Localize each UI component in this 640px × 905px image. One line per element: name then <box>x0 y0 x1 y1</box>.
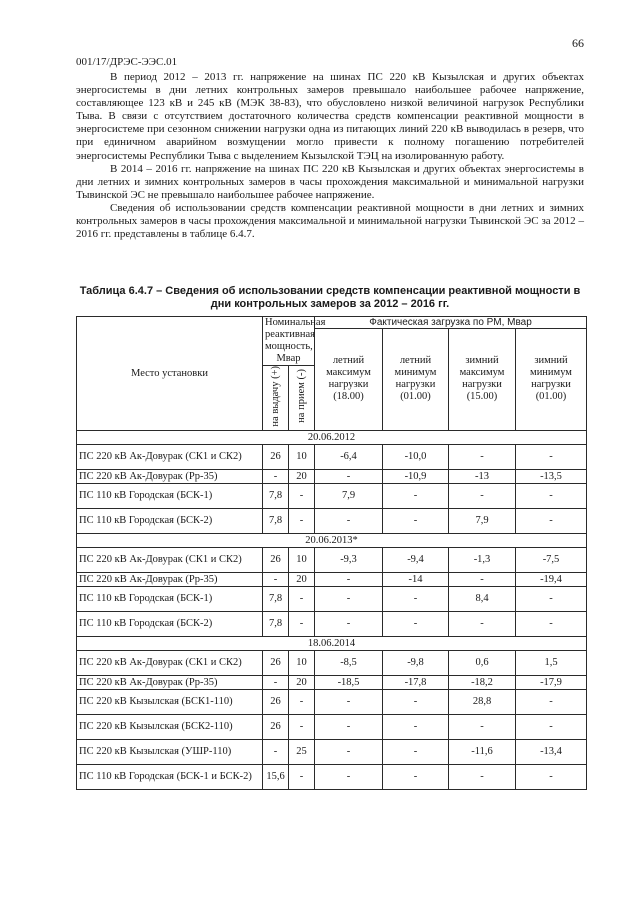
nominal-issue-cell: - <box>263 739 289 764</box>
nominal-issue-cell: - <box>263 572 289 586</box>
summer-max-cell: - <box>315 572 383 586</box>
summer-max-cell: - <box>315 689 383 714</box>
header-intake-label: на прием (-) <box>296 369 307 424</box>
nominal-issue-cell: 26 <box>263 547 289 572</box>
winter-max-cell: - <box>449 444 516 469</box>
nominal-issue-cell: 26 <box>263 714 289 739</box>
table-body <box>77 430 587 789</box>
winter-min-cell: -13,5 <box>516 469 587 483</box>
winter-min-cell: 1,5 <box>516 650 587 675</box>
winter-min-cell: - <box>516 689 587 714</box>
winter-min-cell: - <box>516 586 587 611</box>
header-winter-min: зимний минимум нагрузки (01.00) <box>516 329 587 431</box>
summer-min-cell: - <box>383 714 449 739</box>
summer-min-cell: - <box>383 689 449 714</box>
summer-max-cell: - <box>315 508 383 533</box>
summer-max-cell: - <box>315 469 383 483</box>
winter-min-cell: - <box>516 714 587 739</box>
header-summer-min: летний минимум нагрузки (01.00) <box>383 329 449 431</box>
nominal-issue-cell: 7,8 <box>263 586 289 611</box>
paragraph: В период 2012 – 2013 гг. напряжение на шинах ПС 220 кВ Кызылская и других объектах энергосистемы в дни летних контрольных замеров превышало наибольшее рабочее напряжение, составляющее 123 кВ и 245 кВ (МЭК 38-83), что обусловлено низкой величиной нагрузок Республики Тыва. В связи с отсутствием достаточного количества средств компенсации реактивной мощности в энергосистеме при сезонном снижении нагрузки одна из питающих линий 220 кВ выводилась в резерв, что при единичном аварийном возмущении могло привести к полному погашению потребителей энергосистемы Республики Тыва с выделением Кызылской ТЭЦ на изолированную работу. <box>76 71 584 162</box>
reactive-power-table <box>76 316 587 790</box>
winter-min-cell: -13,4 <box>516 739 587 764</box>
table-row <box>77 611 587 636</box>
document-id: 001/17/ДРЭС-ЭЭС.01 <box>76 56 178 68</box>
summer-min-cell: -10,9 <box>383 469 449 483</box>
nominal-issue-cell: 7,8 <box>263 483 289 508</box>
summer-min-cell: - <box>383 611 449 636</box>
nominal-intake-cell: 20 <box>289 572 315 586</box>
winter-min-cell: - <box>516 483 587 508</box>
winter-min-cell: - <box>516 508 587 533</box>
place-cell: ПС 220 кВ Ак-Довурак (СК1 и СК2) <box>77 650 263 675</box>
winter-max-cell: -18,2 <box>449 675 516 689</box>
summer-min-cell: -17,8 <box>383 675 449 689</box>
table-row <box>77 483 587 508</box>
nominal-issue-cell: - <box>263 469 289 483</box>
nominal-issue-cell: 15,6 <box>263 764 289 789</box>
place-cell: ПС 220 кВ Ак-Довурак (Рр-35) <box>77 469 263 483</box>
place-cell: ПС 110 кВ Городская (БСК-2) <box>77 508 263 533</box>
table-row <box>77 650 587 675</box>
winter-max-cell: - <box>449 714 516 739</box>
summer-max-cell: - <box>315 739 383 764</box>
summer-max-cell: -18,5 <box>315 675 383 689</box>
header-actual-load: Фактическая загрузка по РМ, Мвар <box>315 317 587 329</box>
summer-min-cell: - <box>383 508 449 533</box>
nominal-intake-cell: - <box>289 714 315 739</box>
winter-min-cell: -19,4 <box>516 572 587 586</box>
place-cell: ПС 110 кВ Городская (БСК-2) <box>77 611 263 636</box>
summer-max-cell: - <box>315 586 383 611</box>
place-cell: ПС 220 кВ Кызылская (УШР-110) <box>77 739 263 764</box>
nominal-intake-cell: 20 <box>289 469 315 483</box>
header-issue <box>263 366 289 431</box>
winter-max-cell: - <box>449 483 516 508</box>
winter-min-cell: -7,5 <box>516 547 587 572</box>
summer-min-cell: - <box>383 483 449 508</box>
table-row <box>77 586 587 611</box>
date-row <box>77 430 587 444</box>
summer-min-cell: - <box>383 586 449 611</box>
date-row <box>77 533 587 547</box>
winter-min-cell: - <box>516 611 587 636</box>
header-winter-max: зимний максимум нагрузки (15.00) <box>449 329 516 431</box>
nominal-issue-cell: 7,8 <box>263 508 289 533</box>
header-place: Место установки <box>77 317 263 431</box>
winter-max-cell: 7,9 <box>449 508 516 533</box>
paragraph: В 2014 – 2016 гг. напряжение на шинах ПС 220 кВ Кызылская и других объектах энергосистемы в дни летних и зимних контрольных замеров в часы прохождения максимальной и минимальной нагрузки Тывинской ЭС не превышало наибольшее рабочее напряжение. <box>76 162 584 201</box>
section-date: 18.06.2014 <box>77 636 587 650</box>
table-caption-line: дни контрольных замеров за 2012 – 2016 гг. <box>210 297 450 310</box>
place-cell: ПС 220 кВ Ак-Довурак (Рр-35) <box>77 572 263 586</box>
nominal-intake-cell: - <box>289 689 315 714</box>
table-row <box>77 739 587 764</box>
winter-max-cell: 0,6 <box>449 650 516 675</box>
header-intake <box>289 366 315 431</box>
summer-max-cell: - <box>315 714 383 739</box>
summer-min-cell: -9,4 <box>383 547 449 572</box>
place-cell: ПС 220 кВ Ак-Довурак (Рр-35) <box>77 675 263 689</box>
place-cell: ПС 220 кВ Ак-Довурак (СК1 и СК2) <box>77 444 263 469</box>
nominal-intake-cell: - <box>289 764 315 789</box>
summer-min-cell: -10,0 <box>383 444 449 469</box>
summer-max-cell: -8,5 <box>315 650 383 675</box>
table-caption <box>76 285 584 310</box>
nominal-intake-cell: 25 <box>289 739 315 764</box>
nominal-intake-cell: 10 <box>289 547 315 572</box>
header-summer-max: летний максимум нагрузки (18.00) <box>315 329 383 431</box>
winter-max-cell: - <box>449 764 516 789</box>
summer-max-cell: -9,3 <box>315 547 383 572</box>
summer-max-cell: - <box>315 764 383 789</box>
header-nominal-power: Номинальная реактивная мощность, Мвар <box>263 317 315 366</box>
winter-min-cell: - <box>516 764 587 789</box>
place-cell: ПС 110 кВ Городская (БСК-1) <box>77 483 263 508</box>
nominal-issue-cell: 7,8 <box>263 611 289 636</box>
nominal-intake-cell: - <box>289 483 315 508</box>
paragraph: Сведения об использовании средств компенсации реактивной мощности в дни летних и зимних контрольных замеров в часы прохождения максимальной и минимальной нагрузки Тывинской ЭС за 2012 – 2016 гг. представлены в таблице 6.4.7. <box>76 201 584 241</box>
nominal-intake-cell: - <box>289 611 315 636</box>
table-row <box>77 572 587 586</box>
header-issue-label: на выдачу (+) <box>270 366 281 427</box>
winter-max-cell: - <box>449 611 516 636</box>
summer-max-cell: -6,4 <box>315 444 383 469</box>
summer-min-cell: -9,8 <box>383 650 449 675</box>
table-row <box>77 508 587 533</box>
winter-max-cell: - <box>449 572 516 586</box>
date-row <box>77 636 587 650</box>
nominal-intake-cell: 10 <box>289 650 315 675</box>
winter-max-cell: 8,4 <box>449 586 516 611</box>
place-cell: ПС 220 кВ Кызылская (БСК2-110) <box>77 714 263 739</box>
section-date: 20.06.2012 <box>77 430 587 444</box>
nominal-intake-cell: - <box>289 508 315 533</box>
table-caption-line: Таблица 6.4.7 – Сведения об использовании средств компенсации реактивной мощности в <box>79 285 581 297</box>
summer-max-cell: 7,9 <box>315 483 383 508</box>
winter-max-cell: -13 <box>449 469 516 483</box>
summer-min-cell: - <box>383 764 449 789</box>
winter-min-cell: - <box>516 444 587 469</box>
nominal-issue-cell: 26 <box>263 444 289 469</box>
table-row <box>77 689 587 714</box>
place-cell: ПС 220 кВ Ак-Довурак (СК1 и СК2) <box>77 547 263 572</box>
winter-max-cell: -1,3 <box>449 547 516 572</box>
summer-min-cell: -14 <box>383 572 449 586</box>
page-number: 66 <box>572 36 584 50</box>
place-cell: ПС 110 кВ Городская (БСК-1) <box>77 586 263 611</box>
summer-max-cell: - <box>315 611 383 636</box>
nominal-issue-cell: 26 <box>263 650 289 675</box>
place-cell: ПС 110 кВ Городская (БСК-1 и БСК-2) <box>77 764 263 789</box>
table-row <box>77 675 587 689</box>
body-text <box>76 71 584 241</box>
table-row <box>77 444 587 469</box>
winter-max-cell: 28,8 <box>449 689 516 714</box>
nominal-issue-cell: - <box>263 675 289 689</box>
winter-max-cell: -11,6 <box>449 739 516 764</box>
table-row <box>77 764 587 789</box>
place-cell: ПС 220 кВ Кызылская (БСК1-110) <box>77 689 263 714</box>
nominal-issue-cell: 26 <box>263 689 289 714</box>
table-row <box>77 714 587 739</box>
nominal-intake-cell: 20 <box>289 675 315 689</box>
summer-min-cell: - <box>383 739 449 764</box>
table-row <box>77 469 587 483</box>
nominal-intake-cell: 10 <box>289 444 315 469</box>
section-date: 20.06.2013* <box>77 533 587 547</box>
table-row <box>77 547 587 572</box>
nominal-intake-cell: - <box>289 586 315 611</box>
winter-min-cell: -17,9 <box>516 675 587 689</box>
